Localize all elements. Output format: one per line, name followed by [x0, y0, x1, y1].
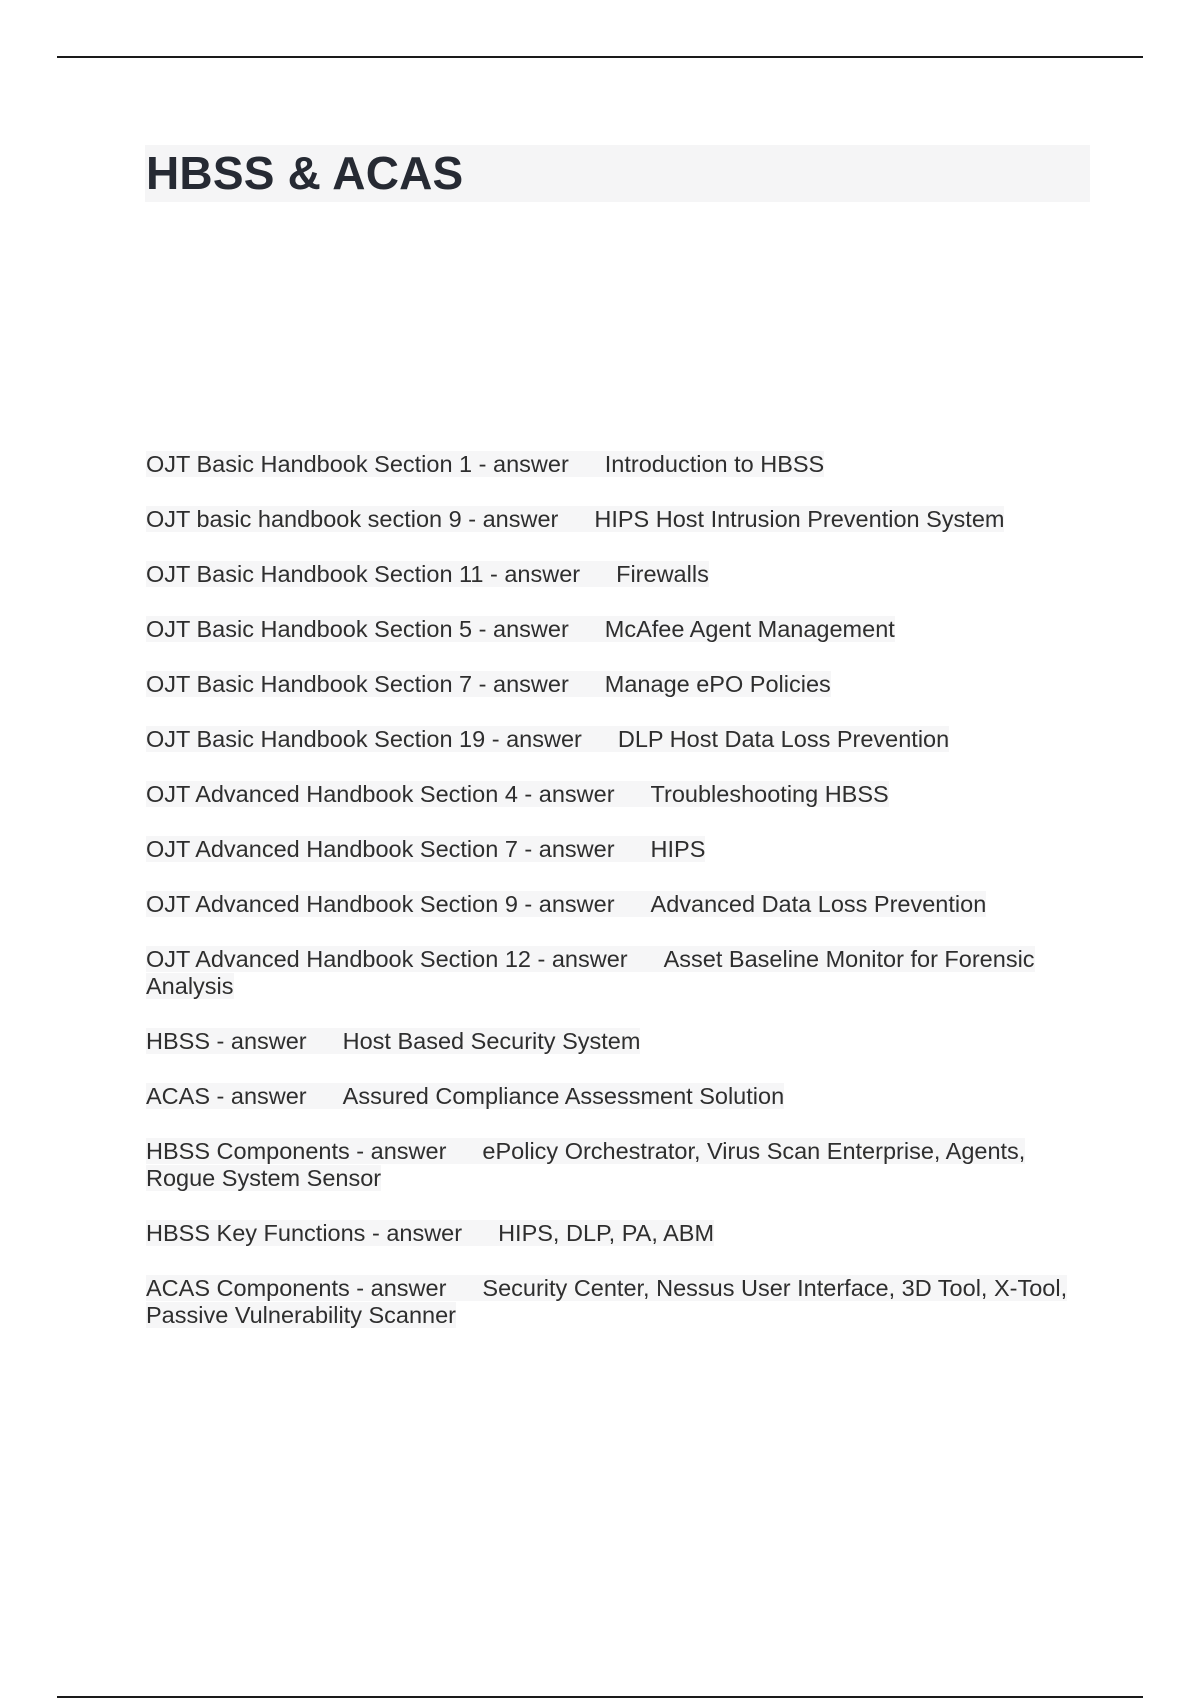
qa-item-highlight [146, 671, 831, 697]
qa-term: HBSS Components - answer [146, 1138, 447, 1164]
bottom-rule [57, 1696, 1143, 1698]
qa-term: ACAS - answer [146, 1083, 307, 1109]
qa-definition: Troubleshooting HBSS [650, 781, 889, 807]
qa-item-highlight [146, 561, 709, 587]
qa-definition: Assured Compliance Assessment Solution [342, 1083, 785, 1109]
qa-item-highlight [146, 1275, 1067, 1328]
qa-term: OJT Basic Handbook Section 19 - answer [146, 726, 582, 752]
qa-definition: HIPS [650, 836, 706, 862]
qa-definition: McAfee Agent Management [604, 616, 895, 642]
qa-definition: ePolicy Orchestrator, Virus Scan Enterprise, Agents, Rogue System Sensor [146, 1138, 1026, 1191]
qa-item-highlight [146, 946, 1035, 999]
qa-term: OJT Basic Handbook Section 11 - answer [146, 561, 581, 587]
qa-item [146, 946, 1096, 1000]
qa-term: OJT Basic Handbook Section 5 - answer [146, 616, 569, 642]
qa-term: HBSS Key Functions - answer [146, 1220, 463, 1246]
qa-item [146, 836, 1096, 863]
qa-definition: HIPS Host Intrusion Prevention System [594, 506, 1005, 532]
qa-item [146, 671, 1096, 698]
qa-definition: DLP Host Data Loss Prevention [617, 726, 950, 752]
qa-definition: Firewalls [616, 561, 709, 587]
qa-item-highlight [146, 726, 949, 752]
qa-term: ACAS Components - answer [146, 1275, 447, 1301]
qa-definition: Manage ePO Policies [604, 671, 831, 697]
qa-item [146, 1275, 1096, 1329]
qa-item-highlight [146, 616, 895, 642]
qa-definition: Host Based Security System [342, 1028, 641, 1054]
qa-item [146, 781, 1096, 808]
qa-item-highlight [146, 781, 889, 807]
qa-term: OJT Advanced Handbook Section 7 - answer [146, 836, 615, 862]
qa-definition: Introduction to HBSS [604, 451, 825, 477]
qa-term: OJT Basic Handbook Section 1 - answer [146, 451, 569, 477]
qa-term: OJT Advanced Handbook Section 4 - answer [146, 781, 615, 807]
qa-item-highlight [146, 891, 986, 917]
qa-definition: Security Center, Nessus User Interface, 3D Tool, X-Tool, Passive Vulnerability Scanner [146, 1275, 1068, 1328]
qa-item [146, 891, 1096, 918]
qa-term: OJT basic handbook section 9 - answer [146, 506, 559, 532]
qa-term: OJT Advanced Handbook Section 9 - answer [146, 891, 615, 917]
qa-item [146, 561, 1096, 588]
qa-list [146, 451, 1096, 1329]
qa-item-highlight [146, 836, 705, 862]
qa-term: OJT Basic Handbook Section 7 - answer [146, 671, 569, 697]
qa-term: HBSS - answer [146, 1028, 307, 1054]
qa-item-highlight [146, 1138, 1025, 1191]
qa-item [146, 506, 1096, 533]
qa-item [146, 726, 1096, 753]
qa-item [146, 616, 1096, 643]
page-title: HBSS & ACAS [146, 147, 464, 199]
qa-item-highlight [146, 506, 1004, 532]
qa-item-highlight [146, 1083, 784, 1109]
qa-item-highlight [146, 1220, 714, 1246]
qa-item [146, 1028, 1096, 1055]
qa-definition: Asset Baseline Monitor for Forensic Analysis [146, 946, 1035, 999]
qa-term: OJT Advanced Handbook Section 12 - answer [146, 946, 628, 972]
qa-item [146, 1138, 1096, 1192]
qa-item-highlight [146, 1028, 640, 1054]
qa-item-highlight [146, 451, 824, 477]
top-rule [57, 56, 1143, 58]
qa-item [146, 1220, 1096, 1247]
qa-definition: Advanced Data Loss Prevention [650, 891, 987, 917]
qa-item [146, 451, 1096, 478]
qa-definition: HIPS, DLP, PA, ABM [498, 1220, 715, 1246]
qa-item [146, 1083, 1096, 1110]
